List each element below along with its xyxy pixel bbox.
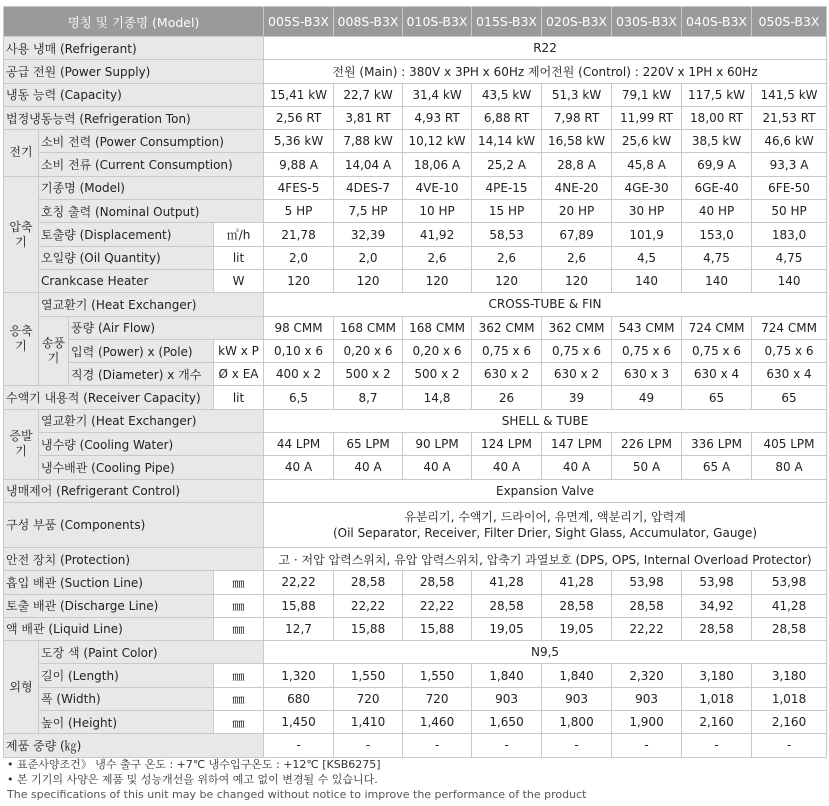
value-cell: 168 CMM — [403, 316, 472, 339]
unit-cell: lit — [214, 246, 264, 269]
value-cell: 5,36 kW — [264, 130, 334, 153]
value-cell: 28,58 — [334, 571, 403, 594]
table-row — [4, 456, 827, 479]
unit-cell: ㎜ — [214, 617, 264, 640]
row-label: 입력 (Power) x (Pole) — [69, 339, 214, 362]
value-cell: 40 A — [334, 456, 403, 479]
value-cell: 4FES-5 — [264, 176, 334, 199]
value-cell: 7,88 kW — [334, 130, 403, 153]
value-cell: 10,12 kW — [403, 130, 472, 153]
value-cell: 2,56 RT — [264, 106, 334, 129]
value-cell: 4,75 — [752, 246, 827, 269]
value-cell: 31,4 kW — [403, 83, 472, 106]
value-cell: 903 — [612, 687, 682, 710]
unit-cell: W — [214, 269, 264, 292]
row-label: 높이 (Height) — [39, 711, 214, 734]
value-cell: 2,160 — [682, 711, 752, 734]
value-cell: 21,78 — [264, 223, 334, 246]
row-label: 액 배관 (Liquid Line) — [4, 617, 214, 640]
value-cell: 336 LPM — [682, 433, 752, 456]
value-cell: 4,75 — [682, 246, 752, 269]
components-en: (Oil Separator, Receiver, Filter Drier, Sight Glass, Accumulator, Gauge) — [332, 525, 758, 540]
value-cell: 40 A — [403, 456, 472, 479]
value-cell: 21,53 RT — [752, 106, 827, 129]
value-cell: 80 A — [752, 456, 827, 479]
value-cell: 5 HP — [264, 200, 334, 223]
value-cell: 67,89 — [542, 223, 612, 246]
spanning-value: N9,5 — [264, 641, 827, 664]
value-cell: 2,160 — [752, 711, 827, 734]
table-row — [4, 641, 827, 664]
table-row — [4, 547, 827, 570]
table-row — [4, 176, 827, 199]
table-row — [4, 711, 827, 734]
value-cell: 79,1 kW — [612, 83, 682, 106]
table-row — [4, 223, 827, 246]
value-cell: 65 — [682, 386, 752, 409]
table-row — [4, 594, 827, 617]
value-cell: 30 HP — [612, 200, 682, 223]
value-cell: 168 CMM — [334, 316, 403, 339]
row-label: 풍량 (Air Flow) — [69, 316, 264, 339]
unit-cell: ㎜ — [214, 594, 264, 617]
value-cell: 22,7 kW — [334, 83, 403, 106]
value-cell: 49 — [612, 386, 682, 409]
row-label: Crankcase Heater — [39, 269, 214, 292]
unit-cell: lit — [214, 386, 264, 409]
value-cell: 362 CMM — [542, 316, 612, 339]
header-row — [4, 7, 827, 37]
value-cell: 1,410 — [334, 711, 403, 734]
value-cell: 720 — [403, 687, 472, 710]
value-cell: 18,06 A — [403, 153, 472, 176]
value-cell: 2,0 — [334, 246, 403, 269]
table-row — [4, 502, 827, 547]
value-cell: 183,0 — [752, 223, 827, 246]
value-cell: 543 CMM — [612, 316, 682, 339]
value-cell: 3,81 RT — [334, 106, 403, 129]
value-cell: 120 — [542, 269, 612, 292]
table-row — [4, 60, 827, 83]
value-cell: 53,98 — [682, 571, 752, 594]
value-cell: 362 CMM — [472, 316, 542, 339]
value-cell: 4VE-10 — [403, 176, 472, 199]
value-cell: 40 HP — [682, 200, 752, 223]
row-label: 도장 색 (Paint Color) — [39, 641, 264, 664]
table-row — [4, 479, 827, 502]
value-cell: 630 x 3 — [612, 363, 682, 386]
table-row — [4, 664, 827, 687]
value-cell: 120 — [334, 269, 403, 292]
spanning-value: CROSS-TUBE & FIN — [264, 293, 827, 316]
value-cell: 69,9 A — [682, 153, 752, 176]
value-cell: 6FE-50 — [752, 176, 827, 199]
value-cell: 14,8 — [403, 386, 472, 409]
value-cell: 58,53 — [472, 223, 542, 246]
value-cell: 0,75 x 6 — [542, 339, 612, 362]
value-cell: 65 A — [682, 456, 752, 479]
model-header: 050S-B3X — [752, 7, 827, 37]
value-cell: 15,88 — [334, 617, 403, 640]
value-cell: 1,900 — [612, 711, 682, 734]
value-cell: 4GE-30 — [612, 176, 682, 199]
value-cell: 12,7 — [264, 617, 334, 640]
value-cell: - — [612, 734, 682, 757]
value-cell: 0,75 x 6 — [612, 339, 682, 362]
value-cell: 6GE-40 — [682, 176, 752, 199]
value-cell: 6,88 RT — [472, 106, 542, 129]
value-cell: 93,3 A — [752, 153, 827, 176]
value-cell: 3,180 — [752, 664, 827, 687]
value-cell: 140 — [682, 269, 752, 292]
value-cell: 1,320 — [264, 664, 334, 687]
value-cell: 1,550 — [403, 664, 472, 687]
unit-cell: ㎜ — [214, 664, 264, 687]
components-ko: 유분리기, 수액기, 드라이어, 유면계, 액분리기, 압력계 — [404, 509, 686, 524]
table-row — [4, 106, 827, 129]
model-header: 030S-B3X — [612, 7, 682, 37]
spec-table — [3, 6, 827, 758]
value-cell: 50 HP — [752, 200, 827, 223]
table-row — [4, 37, 827, 60]
value-cell: 41,28 — [752, 594, 827, 617]
value-cell: - — [472, 734, 542, 757]
value-cell: 630 x 4 — [682, 363, 752, 386]
row-label: 토출 배관 (Discharge Line) — [4, 594, 214, 617]
value-cell: 32,39 — [334, 223, 403, 246]
value-cell: 34,92 — [682, 594, 752, 617]
row-label: 소비 전력 (Power Consumption) — [39, 130, 264, 153]
value-cell: 15 HP — [472, 200, 542, 223]
value-cell: 3,180 — [682, 664, 752, 687]
value-cell: 22,22 — [334, 594, 403, 617]
value-cell: 120 — [403, 269, 472, 292]
value-cell: - — [752, 734, 827, 757]
value-cell: 50 A — [612, 456, 682, 479]
value-cell: 4NE-20 — [542, 176, 612, 199]
table-row — [4, 363, 827, 386]
value-cell: 2,6 — [403, 246, 472, 269]
value-cell: 28,58 — [472, 594, 542, 617]
unit-cell: ㎜ — [214, 711, 264, 734]
note-spec-change-ko: • 본 기기의 사양은 제품 및 성능개선을 위하여 예고 없이 변경될 수 있습니다. — [7, 773, 378, 786]
row-label: 냉동 능력 (Capacity) — [4, 83, 264, 106]
value-cell: 65 — [752, 386, 827, 409]
value-cell: 18,00 RT — [682, 106, 752, 129]
row-label: 길이 (Length) — [39, 664, 214, 687]
value-cell: 1,800 — [542, 711, 612, 734]
table-row — [4, 571, 827, 594]
row-label: 폭 (Width) — [39, 687, 214, 710]
value-cell: 15,41 kW — [264, 83, 334, 106]
value-cell: 720 — [334, 687, 403, 710]
model-header: 040S-B3X — [682, 7, 752, 37]
model-header: 010S-B3X — [403, 7, 472, 37]
table-row — [4, 153, 827, 176]
value-cell: 90 LPM — [403, 433, 472, 456]
group-label: 외형 — [4, 641, 39, 734]
row-label: 법정냉동능력 (Refrigeration Ton) — [4, 106, 264, 129]
value-cell: 65 LPM — [334, 433, 403, 456]
value-cell: 22,22 — [403, 594, 472, 617]
table-row — [4, 130, 827, 153]
row-label: 수액기 내용적 (Receiver Capacity) — [4, 386, 214, 409]
row-label: 사용 냉매 (Refrigerant) — [4, 37, 264, 60]
value-cell: 903 — [472, 687, 542, 710]
model-header: 005S-B3X — [264, 7, 334, 37]
unit-cell: kW x P — [214, 339, 264, 362]
value-cell: 1,550 — [334, 664, 403, 687]
value-cell: 44 LPM — [264, 433, 334, 456]
spanning-value: 고 · 저압 압력스위치, 유압 압력스위치, 압축기 과열보호 (DPS, OPS, Internal Overload Protector) — [264, 547, 827, 570]
value-cell: - — [542, 734, 612, 757]
value-cell: 16,58 kW — [542, 130, 612, 153]
subgroup-label: 송풍기 — [39, 316, 69, 386]
row-label: 공급 전원 (Power Supply) — [4, 60, 264, 83]
model-header: 020S-B3X — [542, 7, 612, 37]
value-cell: 4DES-7 — [334, 176, 403, 199]
spanning-value: 전원 (Main) : 380V x 3PH x 60Hz 제어전원 (Control) : 220V x 1PH x 60Hz — [264, 60, 827, 83]
value-cell: - — [334, 734, 403, 757]
value-cell: 43,5 kW — [472, 83, 542, 106]
value-cell: 1,018 — [682, 687, 752, 710]
value-cell: 124 LPM — [472, 433, 542, 456]
value-cell: 9,88 A — [264, 153, 334, 176]
note-spec-change-en: The specifications of this unit may be changed without notice to improve the performance of the product — [7, 788, 587, 801]
value-cell: 1,450 — [264, 711, 334, 734]
value-cell: - — [403, 734, 472, 757]
row-label: 냉수량 (Cooling Water) — [39, 433, 264, 456]
spanning-value: SHELL & TUBE — [264, 409, 827, 432]
value-cell: 724 CMM — [752, 316, 827, 339]
table-row — [4, 386, 827, 409]
note-standard-conditions: • 표준사양조건》 냉수 출구 온도 : +7℃ 냉수입구온도 : +12℃ [KSB6275] — [7, 758, 381, 771]
value-cell: - — [264, 734, 334, 757]
value-cell: 680 — [264, 687, 334, 710]
value-cell: 45,8 A — [612, 153, 682, 176]
value-cell: 1,018 — [752, 687, 827, 710]
value-cell: 2,6 — [542, 246, 612, 269]
spanning-value — [264, 502, 827, 547]
value-cell: 120 — [264, 269, 334, 292]
value-cell: 7,98 RT — [542, 106, 612, 129]
unit-cell: ㎜ — [214, 687, 264, 710]
table-row — [4, 269, 827, 292]
table-row — [4, 687, 827, 710]
value-cell: 26 — [472, 386, 542, 409]
value-cell: 1,840 — [542, 664, 612, 687]
value-cell: 38,5 kW — [682, 130, 752, 153]
value-cell: 41,92 — [403, 223, 472, 246]
value-cell: 28,58 — [542, 594, 612, 617]
value-cell: 46,6 kW — [752, 130, 827, 153]
value-cell: 40 A — [472, 456, 542, 479]
value-cell: 2,6 — [472, 246, 542, 269]
table-row — [4, 734, 827, 757]
header-title: 명칭 및 기종명 (Model) — [4, 7, 264, 37]
table-row — [4, 433, 827, 456]
value-cell: 0,20 x 6 — [403, 339, 472, 362]
value-cell: 40 A — [542, 456, 612, 479]
value-cell: 405 LPM — [752, 433, 827, 456]
group-label: 응축기 — [4, 293, 39, 386]
table-row — [4, 246, 827, 269]
spanning-value: R22 — [264, 37, 827, 60]
value-cell: 22,22 — [264, 571, 334, 594]
value-cell: 53,98 — [612, 571, 682, 594]
row-label: 구성 부품 (Components) — [4, 502, 264, 547]
unit-cell: Ø x EA — [214, 363, 264, 386]
value-cell: 41,28 — [542, 571, 612, 594]
row-label: 호칭 출력 (Nominal Output) — [39, 200, 264, 223]
value-cell: 41,28 — [472, 571, 542, 594]
table-row — [4, 617, 827, 640]
value-cell: 19,05 — [472, 617, 542, 640]
value-cell: 15,88 — [403, 617, 472, 640]
value-cell: 6,5 — [264, 386, 334, 409]
value-cell: 903 — [542, 687, 612, 710]
group-label: 증발기 — [4, 409, 39, 479]
value-cell: 724 CMM — [682, 316, 752, 339]
table-row — [4, 200, 827, 223]
value-cell: 10 HP — [403, 200, 472, 223]
value-cell: 141,5 kW — [752, 83, 827, 106]
row-label: 흡입 배관 (Suction Line) — [4, 571, 214, 594]
model-header: 008S-B3X — [334, 7, 403, 37]
value-cell: 500 x 2 — [403, 363, 472, 386]
footnotes — [7, 757, 586, 802]
value-cell: 147 LPM — [542, 433, 612, 456]
value-cell: 28,58 — [612, 594, 682, 617]
row-label: 제품 중량 (㎏) — [4, 734, 264, 757]
value-cell: 0,75 x 6 — [752, 339, 827, 362]
row-label: 안전 장치 (Protection) — [4, 547, 264, 570]
value-cell: 4,5 — [612, 246, 682, 269]
group-label: 압축기 — [4, 176, 39, 292]
row-label: 기종명 (Model) — [39, 176, 264, 199]
value-cell: 39 — [542, 386, 612, 409]
value-cell: 4PE-15 — [472, 176, 542, 199]
row-label: 냉매제어 (Refrigerant Control) — [4, 479, 264, 502]
value-cell: 11,99 RT — [612, 106, 682, 129]
value-cell: 0,75 x 6 — [682, 339, 752, 362]
value-cell: 400 x 2 — [264, 363, 334, 386]
value-cell: - — [682, 734, 752, 757]
value-cell: 2,320 — [612, 664, 682, 687]
row-label: 토출량 (Displacement) — [39, 223, 214, 246]
spec-body — [4, 37, 827, 758]
value-cell: 140 — [752, 269, 827, 292]
value-cell: 51,3 kW — [542, 83, 612, 106]
table-row — [4, 316, 827, 339]
value-cell: 630 x 2 — [472, 363, 542, 386]
value-cell: 101,9 — [612, 223, 682, 246]
value-cell: 1,840 — [472, 664, 542, 687]
value-cell: 28,8 A — [542, 153, 612, 176]
value-cell: 2,0 — [264, 246, 334, 269]
value-cell: 4,93 RT — [403, 106, 472, 129]
value-cell: 14,04 A — [334, 153, 403, 176]
row-label: 직경 (Diameter) x 개수 — [69, 363, 214, 386]
value-cell: 28,58 — [682, 617, 752, 640]
model-header: 015S-B3X — [472, 7, 542, 37]
row-label: 냉수배관 (Cooling Pipe) — [39, 456, 264, 479]
value-cell: 0,20 x 6 — [334, 339, 403, 362]
value-cell: 153,0 — [682, 223, 752, 246]
unit-cell: ㎜ — [214, 571, 264, 594]
value-cell: 630 x 4 — [752, 363, 827, 386]
value-cell: 500 x 2 — [334, 363, 403, 386]
value-cell: 20 HP — [542, 200, 612, 223]
row-label: 열교환기 (Heat Exchanger) — [39, 293, 264, 316]
row-label: 소비 전류 (Current Consumption) — [39, 153, 264, 176]
value-cell: 15,88 — [264, 594, 334, 617]
value-cell: 0,10 x 6 — [264, 339, 334, 362]
unit-cell: ㎥/h — [214, 223, 264, 246]
row-label: 오일량 (Oil Quantity) — [39, 246, 214, 269]
value-cell: 19,05 — [542, 617, 612, 640]
value-cell: 40 A — [264, 456, 334, 479]
value-cell: 1,650 — [472, 711, 542, 734]
table-row — [4, 293, 827, 316]
table-row — [4, 83, 827, 106]
value-cell: 117,5 kW — [682, 83, 752, 106]
spanning-value: Expansion Valve — [264, 479, 827, 502]
value-cell: 53,98 — [752, 571, 827, 594]
value-cell: 28,58 — [752, 617, 827, 640]
value-cell: 120 — [472, 269, 542, 292]
value-cell: 0,75 x 6 — [472, 339, 542, 362]
row-label: 열교환기 (Heat Exchanger) — [39, 409, 264, 432]
value-cell: 25,2 A — [472, 153, 542, 176]
value-cell: 14,14 kW — [472, 130, 542, 153]
table-row — [4, 339, 827, 362]
value-cell: 140 — [612, 269, 682, 292]
value-cell: 630 x 2 — [542, 363, 612, 386]
value-cell: 25,6 kW — [612, 130, 682, 153]
value-cell: 98 CMM — [264, 316, 334, 339]
value-cell: 7,5 HP — [334, 200, 403, 223]
value-cell: 1,460 — [403, 711, 472, 734]
value-cell: 8,7 — [334, 386, 403, 409]
value-cell: 226 LPM — [612, 433, 682, 456]
group-label: 전기 — [4, 130, 39, 177]
value-cell: 28,58 — [403, 571, 472, 594]
value-cell: 22,22 — [612, 617, 682, 640]
table-row — [4, 409, 827, 432]
